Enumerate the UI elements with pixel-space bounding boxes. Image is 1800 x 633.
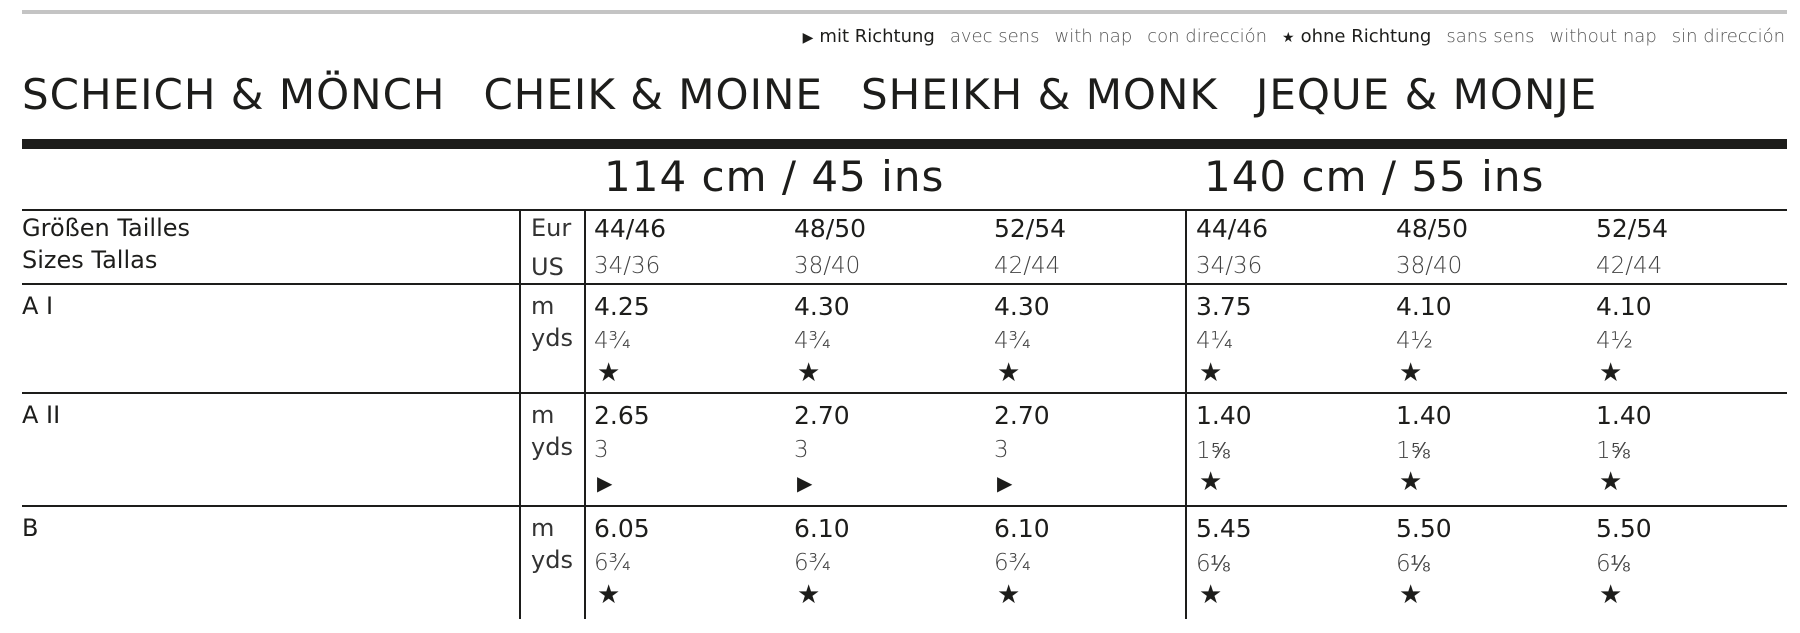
legend-without-nap-es: sin dirección [1671,26,1785,47]
legend-with-nap-es: con dirección [1147,26,1268,47]
fabric-width-114: 114 cm / 45 ins [604,152,945,201]
row-b-m-2: 6.10 [794,514,850,543]
size-us-3: 42/44 [994,253,1061,279]
row-a-ii-arrow-icon-3: ▶ [997,471,1013,495]
row-a-ii-m-5: 1.40 [1396,401,1452,430]
table-row-divider [22,505,1787,507]
size-label-line1: Größen Tailles [22,214,191,242]
row-a-i-yds-1: 4¾ [594,328,631,354]
table-row-divider [22,392,1787,394]
size-eur-6: 52/54 [1596,214,1669,243]
row-a-i-m-1: 4.25 [594,292,650,321]
table-row-divider [22,209,1787,211]
row-a-ii-m-4: 1.40 [1196,401,1252,430]
row-a-i-yds-2: 4¾ [794,328,831,354]
row-b-yds-6: 6⅛ [1596,551,1630,577]
row-b-star-icon-5: ★ [1399,580,1423,610]
row-b-star-icon-3: ★ [997,580,1021,610]
row-a-ii-yds-2: 3 [794,437,809,463]
row-a-i-star-icon-6: ★ [1599,358,1623,388]
row-a-i-m-4: 3.75 [1196,292,1252,321]
row-a-i-yds-4: 4¼ [1196,328,1233,354]
row-a-ii-arrow-icon-2: ▶ [797,471,813,495]
row-b-star-icon-6: ★ [1599,580,1623,610]
row-b-m-3: 6.10 [994,514,1050,543]
row-a-ii-yds-1: 3 [594,437,609,463]
row-b-unit-m: m [531,514,555,542]
row-a-ii-arrow-icon-1: ▶ [597,471,613,495]
row-a-i-star-icon-1: ★ [597,358,621,388]
size-eur-4: 44/46 [1196,214,1269,243]
row-a-i-star-icon-2: ★ [797,358,821,388]
table-row-divider [22,283,1787,285]
row-b-yds-2: 6¾ [794,550,831,576]
row-a-ii-star-icon-5: ★ [1399,467,1423,497]
row-b-label: B [22,514,39,542]
row-a-ii-yds-5: 1⅝ [1396,438,1430,464]
legend-with-nap-fr: avec sens [949,26,1040,47]
size-us-5: 38/40 [1396,253,1463,279]
unit-column-divider [519,209,521,619]
row-a-i-m-3: 4.30 [994,292,1050,321]
title-de: SCHEICH & MÖNCH [22,70,446,119]
title-divider [22,139,1787,149]
size-label-line2: Sizes Tallas [22,246,158,274]
size-eur-3: 52/54 [994,214,1067,243]
title-en: SHEIKH & MONK [860,70,1218,119]
row-a-i-m-5: 4.10 [1396,292,1452,321]
row-b-yds-3: 6¾ [994,550,1031,576]
row-a-ii-star-icon-4: ★ [1199,467,1223,497]
row-b-yds-4: 6⅛ [1196,551,1230,577]
width-group-divider [1185,209,1187,619]
with-nap-arrow-icon: ▶ [802,30,814,46]
row-b-star-icon-1: ★ [597,580,621,610]
row-a-i-star-icon-4: ★ [1199,358,1223,388]
size-us-2: 38/40 [794,253,861,279]
legend-with-nap-en: with nap [1054,26,1133,47]
row-b-yds-5: 6⅛ [1396,551,1430,577]
row-b-m-1: 6.05 [594,514,650,543]
pattern-titles [22,70,1792,119]
row-a-ii-label: A II [22,401,61,429]
row-a-i-label: A I [22,292,54,320]
unit-us: US [531,253,564,281]
row-a-i-star-icon-5: ★ [1399,358,1423,388]
row-a-i-yds-5: 4½ [1396,328,1433,354]
row-a-ii-star-icon-6: ★ [1599,467,1623,497]
row-b-m-4: 5.45 [1196,514,1252,543]
row-b-star-icon-2: ★ [797,580,821,610]
unit-eur: Eur [531,214,572,242]
size-us-4: 34/36 [1196,253,1263,279]
row-a-ii-m-6: 1.40 [1596,401,1652,430]
size-eur-5: 48/50 [1396,214,1469,243]
row-a-i-star-icon-3: ★ [997,358,1021,388]
fabric-width-140: 140 cm / 55 ins [1204,152,1545,201]
nap-legend [0,26,1785,47]
row-a-ii-unit-yds: yds [531,433,573,461]
top-divider [22,10,1787,14]
legend-with-nap [803,26,935,47]
row-a-ii-yds-6: 1⅝ [1596,438,1630,464]
size-eur-1: 44/46 [594,214,667,243]
values-column-divider [584,209,586,619]
row-a-i-m-6: 4.10 [1596,292,1652,321]
title-fr: CHEIK & MOINE [483,70,823,119]
title-es: JEQUE & MONJE [1255,70,1598,119]
row-a-i-m-2: 4.30 [794,292,850,321]
legend-without-nap-de: ohne Richtung [1300,26,1432,47]
row-a-ii-unit-m: m [531,401,555,429]
legend-without-nap [1282,26,1431,47]
row-b-m-6: 5.50 [1596,514,1652,543]
row-a-ii-yds-4: 1⅝ [1196,438,1230,464]
row-a-i-yds-3: 4¾ [994,328,1031,354]
legend-without-nap-fr: sans sens [1446,26,1535,47]
row-a-ii-yds-3: 3 [994,437,1009,463]
row-b-yds-1: 6¾ [594,550,631,576]
legend-with-nap-de: mit Richtung [819,26,935,47]
row-b-star-icon-4: ★ [1199,580,1223,610]
legend-without-nap-en: without nap [1549,26,1657,47]
row-a-i-yds-6: 4½ [1596,328,1633,354]
row-a-ii-m-1: 2.65 [594,401,650,430]
row-a-ii-m-2: 2.70 [794,401,850,430]
size-us-6: 42/44 [1596,253,1663,279]
without-nap-star-icon: ★ [1282,30,1295,46]
row-a-i-unit-yds: yds [531,324,573,352]
row-b-m-5: 5.50 [1396,514,1452,543]
row-a-i-unit-m: m [531,292,555,320]
row-b-unit-yds: yds [531,546,573,574]
size-eur-2: 48/50 [794,214,867,243]
row-a-ii-m-3: 2.70 [994,401,1050,430]
size-us-1: 34/36 [594,253,661,279]
